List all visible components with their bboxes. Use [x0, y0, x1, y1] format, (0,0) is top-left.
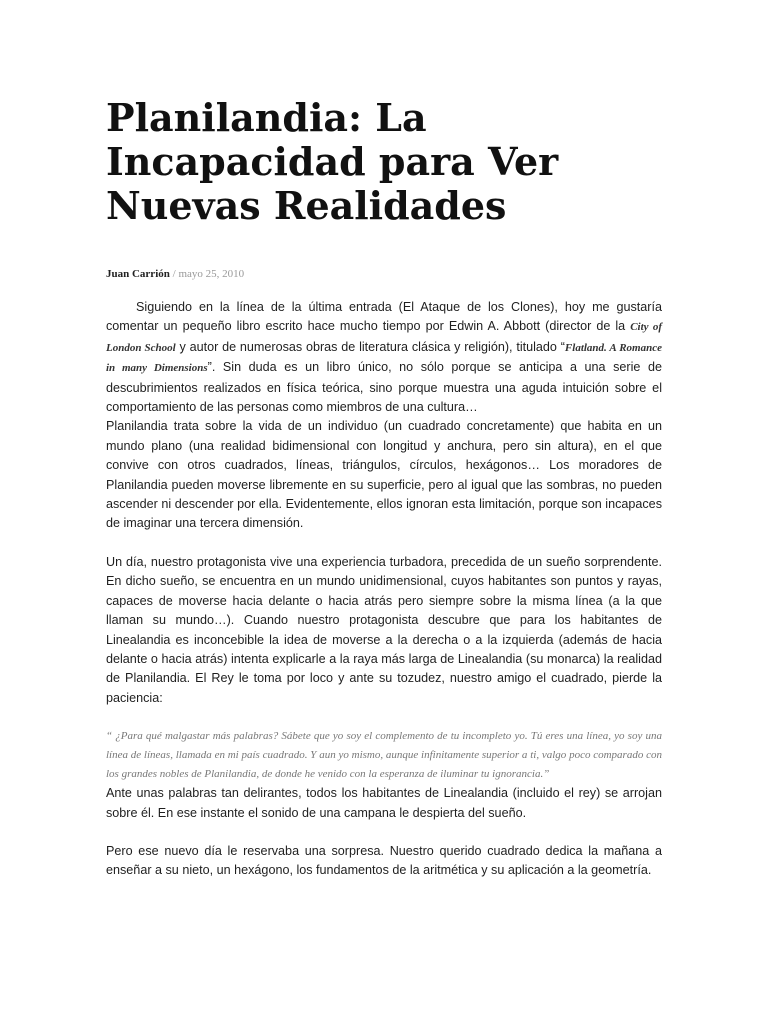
author-link[interactable]: Juan Carrión — [106, 268, 170, 280]
paragraph-gap — [106, 708, 662, 727]
paragraph-new-day: Pero ese nuevo día le reservaba una sorpresa. Nuestro querido cuadrado dedica la mañana a enseñar a su nieto, un hexágono, los fundamentos de la aritmética y su aplicación a la geometría. — [106, 843, 662, 878]
paragraph-planilandia: Planilandia trata sobre la vida de un individuo (un cuadrado concretamente) que habita en un mundo plano (una realidad bidimensional con longitud y anchura, pero sin altura), en el que convive con otros cuadrados, líneas, triángulos, círculos, hexágonos… Los moradores de Planilandia pueden moverse libremente en su superficie, pero al igual que las sombras, no pueden ascender ni descender por ella. Evidentemente, ellos ignoran esta limitación, porque son incapaces de imaginar una tercera dimensión. — [106, 419, 662, 531]
paragraph-text: Siguiendo en la línea de la última entrada (El Ataque de los Clones), hoy me gustaría comentar un pequeño libro escrito hace mucho tiempo por Edwin A. Abbott (director de la — [106, 300, 662, 334]
article-body — [106, 298, 662, 881]
paragraph-gap — [106, 534, 662, 553]
article-title: Planilandia: La Incapacidad para Ver Nuevas Realidades — [106, 95, 559, 228]
byline-separator: / — [169, 268, 179, 280]
paragraph-dream: Un día, nuestro protagonista vive una experiencia turbadora, precedida de un sueño sorprendente. En dicho sueño, se encuentra en un mundo unidimensional, cuyos habitantes son puntos y rayas, capaces de moverse hacia delante o hacia atrás pero siempre sobre la misma línea (a la que llaman su mundo…). Cuando nuestro protagonista descubre que para los habitantes de Linealandia es inconcebible la idea de moverse a la derecha o a la izquierda (además de hacia delante o hacia atrás) intenta explicarle a la raya más larga de Linealandia (su monarca) la realidad de Planilandia. El Rey le toma por loco y ante su tozudez, nuestro amigo el cuadrado, pierde la paciencia: — [106, 554, 662, 705]
book-title-text: Flatland. A Romance in many Dimensions — [106, 341, 662, 375]
post-date: mayo 25, 2010 — [178, 268, 245, 280]
paragraph-text: ”. Sin duda es un libro único, no sólo porque se anticipa a una serie de descubrimientos realizados en física teórica, sino porque muestra una aguda intuición sobre el comportamiento de las personas como miembros de una cultura… — [106, 360, 662, 415]
paragraph-text: y autor de numerosas obras de literatura clásica y religión), titulado “ — [175, 339, 565, 354]
paragraph-attack: Ante unas palabras tan delirantes, todos los habitantes de Linealandia (incluido el rey) se arrojan sobre él. En ese instante el sonido de una campana le despierta del sueño. — [106, 786, 662, 820]
paragraph-intro — [106, 298, 662, 417]
block-quote: “ ¿Para qué malgastar más palabras? Sábete que yo soy el complemento de tu incompleto yo. Tú eres una línea, yo soy una línea de líneas, llamada en mi país cuadrado. Y aun yo mismo, aunque infinitamente superior a ti, valgo poco comparado con los grandes nobles de Planilandia, de donde he venido con la esperanza de iluminar tu ignorancia.” — [106, 730, 662, 781]
byline — [106, 268, 244, 280]
paragraph-gap — [106, 823, 662, 842]
city-of-london-school-text: City of London School — [106, 321, 662, 354]
